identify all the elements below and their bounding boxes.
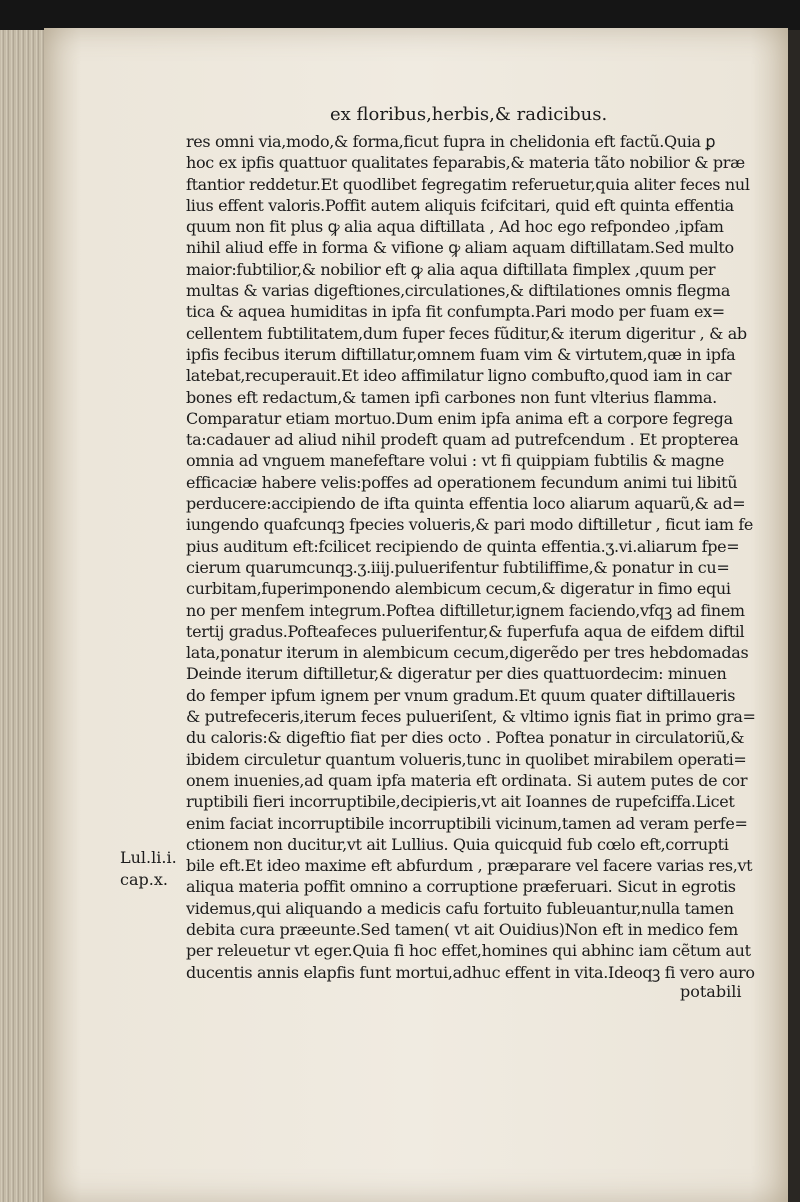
text-line: tertij gradus.Pofteafeces puluerifentur,& fuperfufa aqua de eifdem diftil xyxy=(186,621,745,641)
text-line: bones eft redactum,& tamen ipfi carbones non funt vlterius flamma. xyxy=(186,387,717,407)
text-line: ctionem non ducitur,vt ait Lullius. Quia quicquid fub cœlo eft,corrupti xyxy=(186,834,729,854)
text-line: iungendo quafcunqꝫ fpecies volueris,& pari modo diftilletur , ficut iam fe xyxy=(186,515,754,535)
text-line: cierum quarumcunqꝫ.ʒ.iiij.puluerifentur fubtiliffime,& ponatur in cu= xyxy=(186,557,730,577)
text-line: latebat,recuperauit.Et ideo affimilatur ligno combufto,quod iam in car xyxy=(186,366,732,386)
running-header: ex floribus,herbis,& radicibus. xyxy=(330,104,608,125)
text-line: ta:cadauer ad aliud nihil prodeft quam ad putrefcendum . Et propterea xyxy=(186,430,739,450)
text-line: videmus,qui aliquando a medicis cafu fortuito fubleuantur,nulla tamen xyxy=(186,898,734,918)
text-line: ibidem circuletur quantum volueris,tunc in quolibet mirabilem operati= xyxy=(186,749,747,769)
text-line: du caloris:& digeftio fiat per dies octo . Poftea ponatur in circulatoriũ,& xyxy=(186,728,745,748)
text-line: cellentem fubtilitatem,dum fuper feces fũditur,& iterum digeritur , & ab xyxy=(186,323,747,343)
text-line: no per menfem integrum.Poftea diftilletur,ignem faciendo,vfqꝫ ad finem xyxy=(186,600,745,620)
catchword: potabili xyxy=(680,982,742,1001)
text-line: hoc ex ipfis quattuor qualitates feparabis,& materia tãto nobilior & præ xyxy=(186,153,745,173)
text-line: tica & aquea humiditas in ipfa fit confumpta.Pari modo per fuam ex= xyxy=(186,302,725,322)
marginal-note xyxy=(120,847,177,891)
text-line: enim faciat incorruptibile incorruptibili vicinum,tamen ad veram perfe= xyxy=(186,813,748,833)
text-line: onem inuenies,ad quam ipfa materia eft ordinata. Si autem putes de cor xyxy=(186,770,748,790)
text-line: Deinde iterum diftilletur,& digeratur per dies quattuordecim: minuen xyxy=(186,664,727,684)
marginal-note-line: cap.x. xyxy=(120,870,168,889)
text-line: lata,ponatur iterum in alembicum cecum,digerẽdo per tres hebdomadas xyxy=(186,643,749,663)
text-line: bile eft.Et ideo maxime eft abfurdum , præparare vel facere varias res,vt xyxy=(186,856,753,876)
text-line: Comparatur etiam mortuo.Dum enim ipfa anima eft a corpore fegrega xyxy=(186,408,733,428)
text-line: ipfis fecibus iterum diftillatur,omnem fuam vim & virtutem,quæ in ipfa xyxy=(186,344,736,364)
text-line: per releuetur vt eger.Quia fi hoc effet,homines qui abhinc iam cẽtum aut xyxy=(186,941,751,961)
text-line: ducentis annis elapfis funt mortui,adhuc effent in vita.Ideoqꝫ fi vero auro xyxy=(186,962,755,982)
text-line: lius effent valoris.Poffit autem aliquis fcifcitari, quid eft quinta effentia xyxy=(186,195,734,215)
body-text xyxy=(186,131,770,1004)
text-line: efficaciæ habere velis:poffes ad operationem fecundum animi tui libitũ xyxy=(186,472,738,492)
text-line: perducere:accipiendo de ifta quinta effentia loco aliarum aquarũ,& ad= xyxy=(186,494,746,514)
text-line: & putrefeceris,iterum feces pulueriſent, & vltimo ignis fiat in primo gra= xyxy=(186,707,756,727)
text-line: res omni via,modo,& forma,ficut fupra in chelidonia eft factũ.Quia ꝑ xyxy=(186,132,716,151)
text-line: maior:fubtilior,& nobilior eft ꝙ alia aqua diftillata fimplex ,quum per xyxy=(186,259,716,279)
text-line: multas & varias digeftiones,circulationes,& diftilationes omnis flegma xyxy=(186,281,731,301)
page-edges xyxy=(0,30,48,1202)
text-line: aliqua materia poffit omnino a corruptione præferuari. Sicut in egrotis xyxy=(186,877,736,897)
text-line: nihil aliud effe in forma & vifione ꝙ aliam aquam diftillatam.Sed multo xyxy=(186,238,734,258)
text-line: do femper ipfum ignem per vnum gradum.Et quum quater diftillaueris xyxy=(186,685,736,705)
text-line: quum non fit plus ꝙ alia aqua diftillata , Ad hoc ego refpondeo ,ipfam xyxy=(186,217,724,237)
marginal-note-line: Lul.li.i. xyxy=(120,848,177,867)
text-line: pius auditum eft:fcilicet recipiendo de quinta effentia.ʒ.vi.aliarum fpe= xyxy=(186,536,740,556)
text-line: curbitam,fuperimponendo alembicum cecum,& digeratur in fimo equi xyxy=(186,579,731,599)
text-line: ruptibili fieri incorruptibile,decipieris,vt ait Ioannes de rupefciffa.Licet xyxy=(186,792,735,812)
text-line: omnia ad vnguem manefeftare volui : vt fi quippiam fubtilis & magne xyxy=(186,451,724,471)
text-line: debita cura præeunte.Sed tamen( vt ait Ouidius)Non eft in medico fem xyxy=(186,919,738,939)
text-line: ftantior reddetur.Et quodlibet fegregatim referuetur,quia aliter feces nul xyxy=(186,174,750,194)
